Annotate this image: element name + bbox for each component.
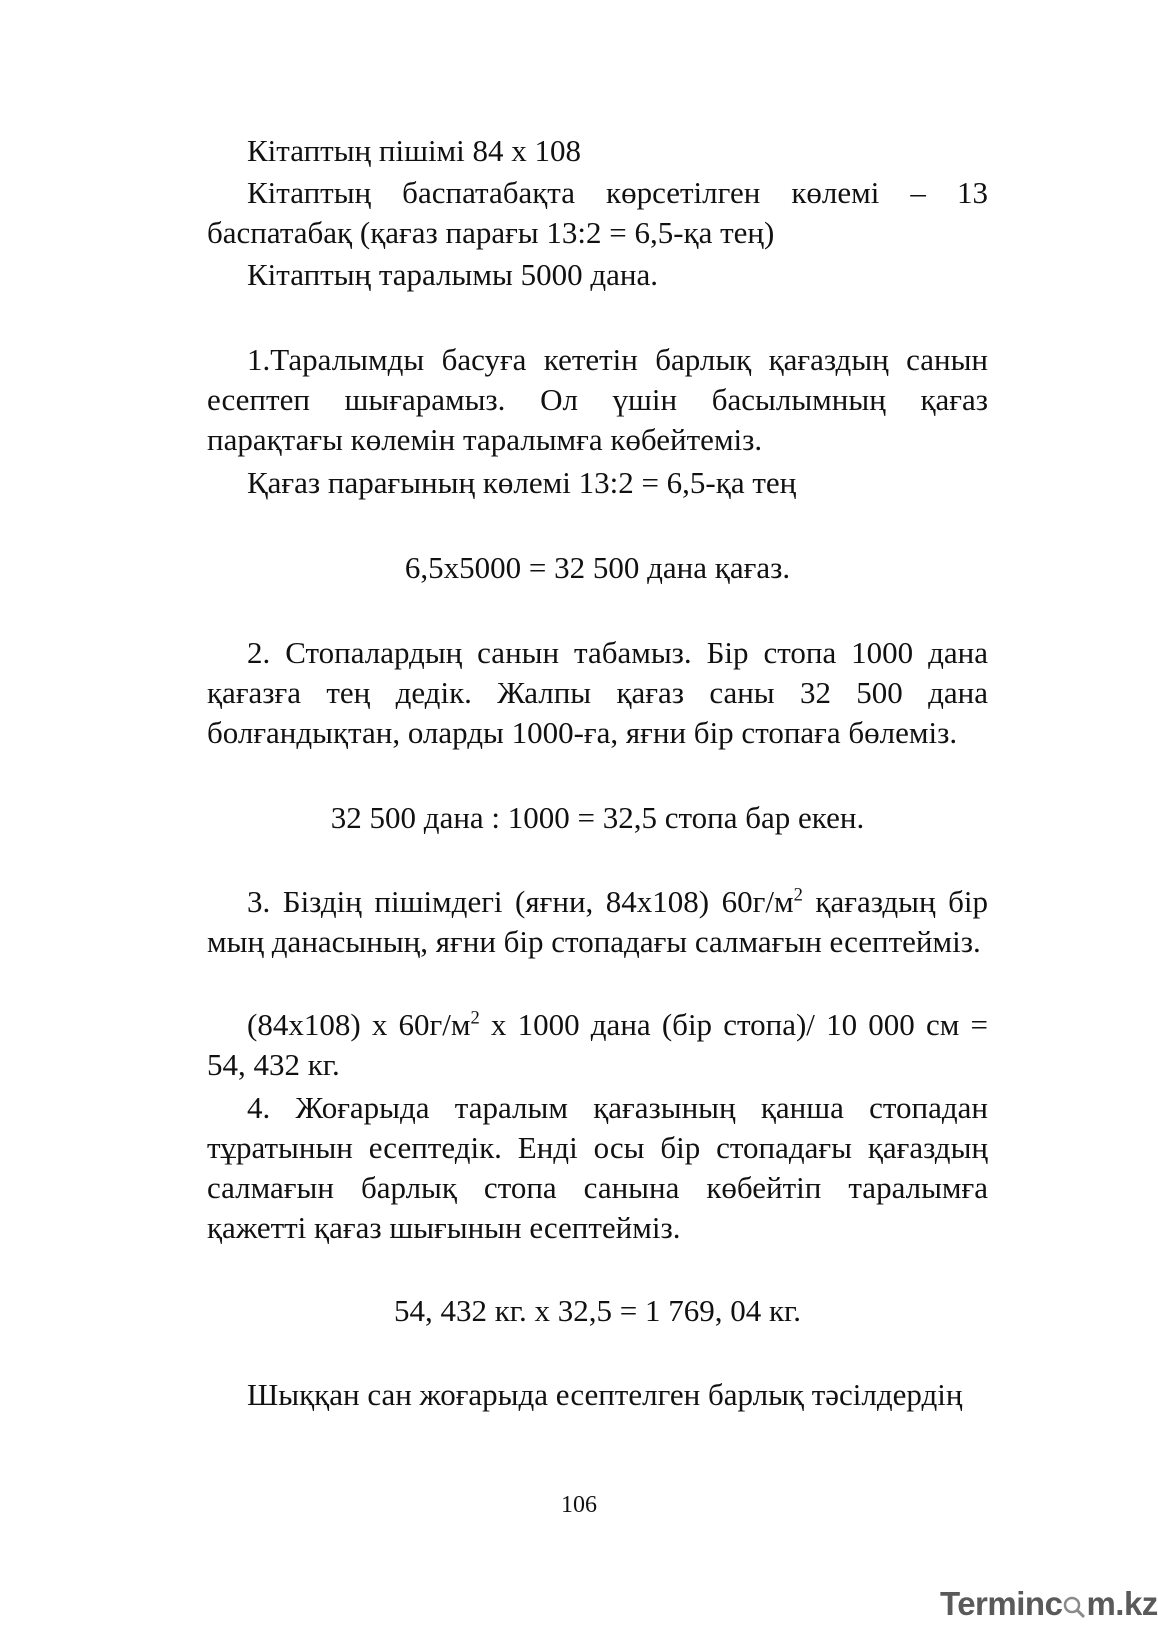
page-number: 106 bbox=[561, 1492, 597, 1518]
step1-paragraph: 1.Таралымды басуға кететін барлық қағаздың санын есептеп шығарамыз. Ол үшін басылымның қағаз парақтағы көлемін таралымға көбейтеміз. bbox=[207, 342, 988, 457]
step3-calculation: (84х108) х $60г/м^2$ х 1000 дана (бір стопа)/ 10 000 см = 54, 432 кг. bbox=[207, 1007, 988, 1082]
step3-paragraph: 3. Біздің пішімдегі (яғни, 84х108) $60г/м^2$ қағаздың бір мың данасының, яғни бір стопадағы салмағын есептейміз. bbox=[207, 884, 988, 959]
step4-paragraph: 4. Жоғарыда таралым қағазының қанша стопадан тұратынын есептедік. Енді осы бір стопадағы қағаздың салмағын барлық стопа санына көбейтіп таралымға қажетті қағаз шығынын есептейміз. bbox=[207, 1090, 988, 1245]
site-watermark: Terminc m.kz bbox=[940, 1585, 1158, 1622]
book-format-line: Кітаптың пішімі 84 х 108 bbox=[247, 133, 582, 168]
step2-paragraph: 2. Стопалардың санын табамыз. Бір стопа 1000 дана қағазға тең дедік. Жалпы қағаз саны 32 500 дана болғандықтан, оларды 1000-ға, яғни бір стопаға бөлеміз. bbox=[207, 635, 988, 750]
formula-3: 54, 432 кг. х 32,5 = 1 769, 04 кг. bbox=[393, 1293, 802, 1328]
formula-2: 32 500 дана : 1000 = 32,5 стопа бар екен. bbox=[330, 800, 865, 835]
magnifier-icon bbox=[1062, 1589, 1086, 1613]
closing-line: Шыққан сан жоғарыда есептелген барлық тәсілдердің bbox=[247, 1377, 963, 1412]
sheet-volume-line: Қағаз парағының көлемі 13:2 = 6,5-қа тең bbox=[247, 465, 797, 500]
circulation-line: Кітаптың таралымы 5000 дана. bbox=[247, 257, 658, 292]
formula-1: 6,5х5000 = 32 500 дана қағаз. bbox=[404, 550, 791, 585]
volume-paragraph: Кітаптың баспатабақта көрсетілген көлемі – 13 баспатабақ (қағаз парағы 13:2 = 6,5-қа тең) bbox=[207, 175, 988, 250]
